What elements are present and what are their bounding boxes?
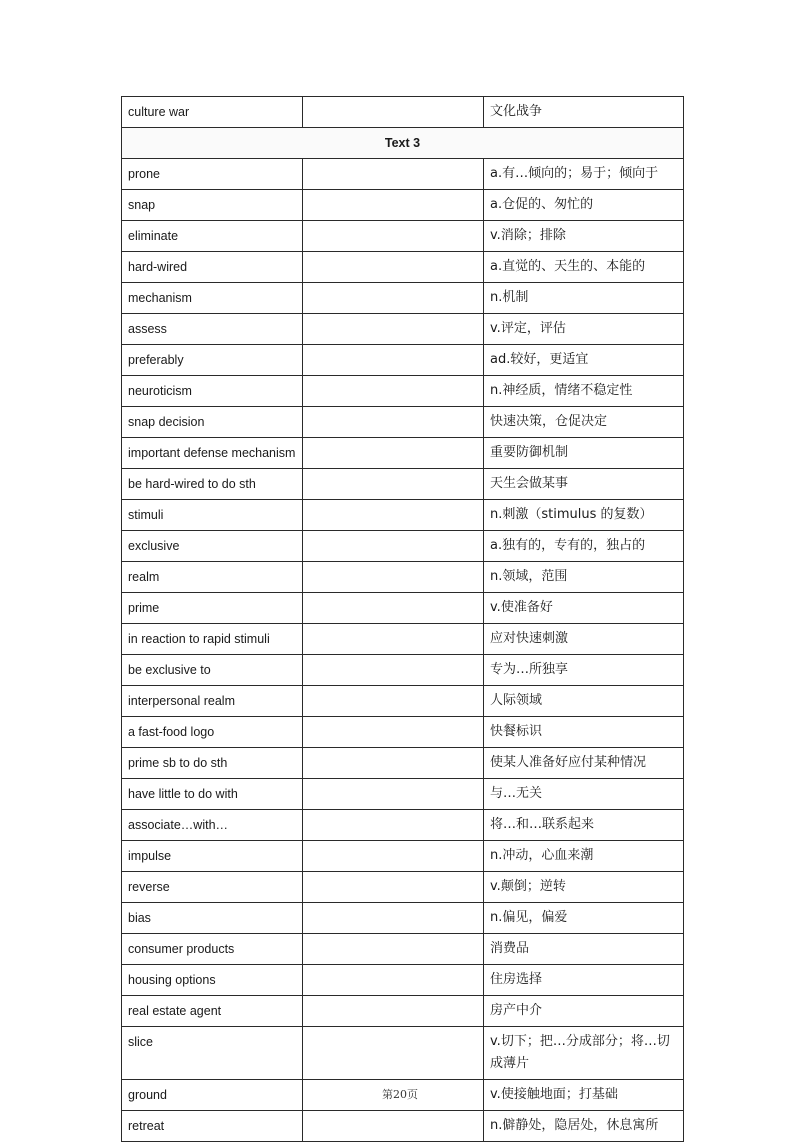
blank-cell [303, 686, 484, 717]
english-term: reverse [122, 872, 303, 903]
blank-cell [303, 221, 484, 252]
chinese-meaning: 快速决策，仓促决定 [484, 407, 684, 438]
blank-cell [303, 593, 484, 624]
chinese-meaning: 房产中介 [484, 996, 684, 1027]
table-row [122, 345, 684, 376]
english-term: snap decision [122, 407, 303, 438]
english-term: associate…with… [122, 810, 303, 841]
section-title: Text 3 [122, 128, 684, 159]
chinese-meaning: 住房选择 [484, 965, 684, 996]
blank-cell [303, 345, 484, 376]
chinese-meaning: 专为…所独享 [484, 655, 684, 686]
table-row [122, 748, 684, 779]
english-term: impulse [122, 841, 303, 872]
blank-cell [303, 500, 484, 531]
english-term: snap [122, 190, 303, 221]
table-row [122, 593, 684, 624]
table-row [122, 562, 684, 593]
english-term: prime sb to do sth [122, 748, 303, 779]
english-term: culture war [122, 97, 303, 128]
table-row [122, 903, 684, 934]
chinese-meaning: n.刺激（stimulus 的复数） [484, 500, 684, 531]
blank-cell [303, 562, 484, 593]
blank-cell [303, 407, 484, 438]
blank-cell [303, 252, 484, 283]
table-row [122, 97, 684, 128]
english-term: retreat [122, 1111, 303, 1142]
chinese-meaning: v.使准备好 [484, 593, 684, 624]
english-term: be exclusive to [122, 655, 303, 686]
table-row [122, 965, 684, 996]
blank-cell [303, 996, 484, 1027]
english-term: prime [122, 593, 303, 624]
table-row [122, 717, 684, 748]
table-row [122, 314, 684, 345]
chinese-meaning: a.仓促的、匆忙的 [484, 190, 684, 221]
chinese-meaning: 使某人准备好应付某种情况 [484, 748, 684, 779]
chinese-meaning: 人际领域 [484, 686, 684, 717]
blank-cell [303, 748, 484, 779]
table-row [122, 252, 684, 283]
page-number: 第20页 [382, 1088, 418, 1101]
english-term: important defense mechanism [122, 438, 303, 469]
blank-cell [303, 438, 484, 469]
chinese-meaning: n.领域，范围 [484, 562, 684, 593]
chinese-meaning: 应对快速刺激 [484, 624, 684, 655]
english-term: assess [122, 314, 303, 345]
english-term: real estate agent [122, 996, 303, 1027]
chinese-meaning: n.僻静处，隐居处，休息寓所 [484, 1111, 684, 1142]
english-term: mechanism [122, 283, 303, 314]
blank-cell [303, 97, 484, 128]
chinese-meaning: 将…和…联系起来 [484, 810, 684, 841]
english-term: exclusive [122, 531, 303, 562]
table-row [122, 655, 684, 686]
table-row [122, 283, 684, 314]
table-row [122, 1111, 684, 1142]
chinese-meaning: a.独有的，专有的，独占的 [484, 531, 684, 562]
english-term: realm [122, 562, 303, 593]
table-row [122, 996, 684, 1027]
blank-cell [303, 531, 484, 562]
blank-cell [303, 283, 484, 314]
blank-cell [303, 1111, 484, 1142]
english-term: housing options [122, 965, 303, 996]
blank-cell [303, 717, 484, 748]
table-row [122, 407, 684, 438]
chinese-meaning: v.使接触地面；打基础 [484, 1080, 684, 1111]
blank-cell [303, 376, 484, 407]
blank-cell [303, 872, 484, 903]
blank-cell [303, 1027, 484, 1080]
chinese-meaning: a.有…倾向的；易于；倾向于 [484, 159, 684, 190]
english-term: eliminate [122, 221, 303, 252]
english-term: slice [122, 1027, 303, 1080]
chinese-meaning: 快餐标识 [484, 717, 684, 748]
blank-cell [303, 469, 484, 500]
table-row [122, 686, 684, 717]
blank-cell [303, 159, 484, 190]
chinese-meaning: n.冲动，心血来潮 [484, 841, 684, 872]
english-term: hard-wired [122, 252, 303, 283]
table-row [122, 624, 684, 655]
table-row [122, 841, 684, 872]
table-row [122, 221, 684, 252]
table-row [122, 469, 684, 500]
table-row [122, 872, 684, 903]
chinese-meaning: v.切下；把…分成部分；将…切成薄片 [484, 1027, 684, 1080]
english-term: preferably [122, 345, 303, 376]
blank-cell [303, 934, 484, 965]
chinese-meaning: 重要防御机制 [484, 438, 684, 469]
blank-cell [303, 965, 484, 996]
chinese-meaning: 天生会做某事 [484, 469, 684, 500]
english-term: interpersonal realm [122, 686, 303, 717]
section-header-row [122, 128, 684, 159]
table-row [122, 934, 684, 965]
english-term: have little to do with [122, 779, 303, 810]
chinese-meaning: 文化战争 [484, 97, 684, 128]
english-term: bias [122, 903, 303, 934]
table-row [122, 500, 684, 531]
english-term: ground [122, 1080, 303, 1111]
chinese-meaning: n.偏见，偏爱 [484, 903, 684, 934]
chinese-meaning: n.机制 [484, 283, 684, 314]
blank-cell [303, 314, 484, 345]
blank-cell [303, 779, 484, 810]
table-row [122, 159, 684, 190]
blank-cell [303, 903, 484, 934]
english-term: neuroticism [122, 376, 303, 407]
english-term: a fast-food logo [122, 717, 303, 748]
blank-cell [303, 810, 484, 841]
chinese-meaning: n.神经质，情绪不稳定性 [484, 376, 684, 407]
blank-cell [303, 841, 484, 872]
english-term: consumer products [122, 934, 303, 965]
chinese-meaning: v.消除；排除 [484, 221, 684, 252]
english-term: prone [122, 159, 303, 190]
blank-cell [303, 190, 484, 221]
table-row [122, 376, 684, 407]
chinese-meaning: v.颠倒；逆转 [484, 872, 684, 903]
chinese-meaning: 与…无关 [484, 779, 684, 810]
chinese-meaning: ad.较好，更适宜 [484, 345, 684, 376]
english-term: in reaction to rapid stimuli [122, 624, 303, 655]
table-row [122, 779, 684, 810]
blank-cell [303, 624, 484, 655]
table-row [122, 531, 684, 562]
chinese-meaning: a.直觉的、天生的、本能的 [484, 252, 684, 283]
table-row [122, 1027, 684, 1080]
chinese-meaning: 消费品 [484, 934, 684, 965]
chinese-meaning: v.评定，评估 [484, 314, 684, 345]
vocabulary-table-body [122, 97, 684, 1142]
blank-cell [303, 655, 484, 686]
vocabulary-table [121, 96, 684, 1142]
table-row [122, 810, 684, 841]
english-term: be hard-wired to do sth [122, 469, 303, 500]
english-term: stimuli [122, 500, 303, 531]
table-row [122, 190, 684, 221]
table-row [122, 438, 684, 469]
